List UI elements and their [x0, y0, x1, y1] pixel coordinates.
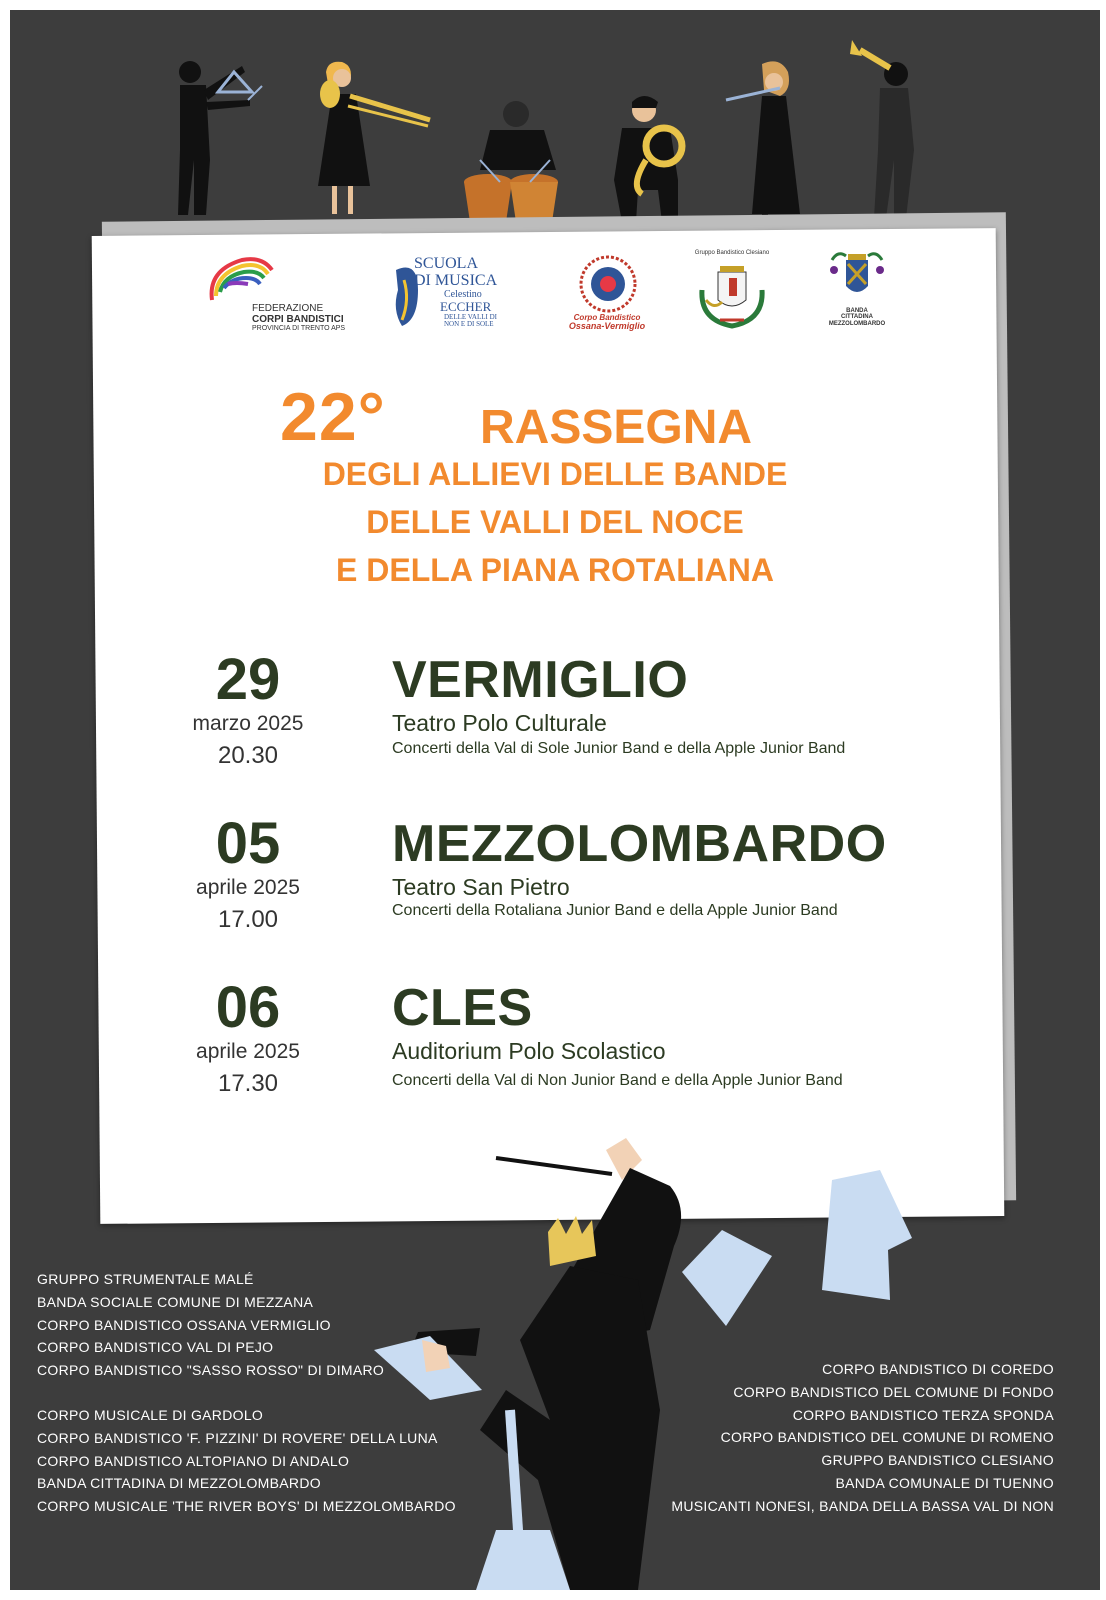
event-city: VERMIGLIO: [392, 651, 689, 709]
bands-left-bottom: [37, 1404, 456, 1518]
band-name: CORPO BANDISTICO DEL COMUNE DI FONDO: [733, 1383, 1054, 1400]
event-title: RASSEGNA: [480, 401, 753, 454]
band-name: GRUPPO BANDISTICO CLESIANO: [821, 1452, 1054, 1469]
clesiano-logo-arc-text: Gruppo Bandistico Clesiano: [694, 250, 770, 256]
event-venue: Teatro San Pietro: [392, 874, 570, 900]
band-name: CORPO MUSICALE DI GARDOLO: [37, 1407, 264, 1423]
band-name: CORPO BANDISTICO VAL DI PEJO: [37, 1339, 274, 1356]
bands-right: [671, 1358, 1054, 1518]
band-name: CORPO MUSICALE 'THE RIVER BOYS' DI MEZZOLOMBARDO: [37, 1498, 456, 1515]
band-name: BANDA COMUNALE DI TUENNO: [835, 1474, 1054, 1491]
event-month: aprile 2025: [196, 876, 300, 899]
event-description: Concerti della Val di Sole Junior Band e della Apple Junior Band: [392, 740, 846, 757]
event-day: 29: [215, 647, 281, 712]
band-name: CORPO BANDISTICO OSSANA VERMIGLIO: [37, 1316, 331, 1333]
event-day: 06: [215, 975, 281, 1040]
subtitle-line-3: E DELLA PIANA ROTALIANA: [336, 552, 774, 588]
subtitle-line-2: DELLE VALLI DEL NOCE: [366, 504, 744, 540]
band-name: CORPO BANDISTICO DEL COMUNE DI ROMENO: [720, 1429, 1054, 1446]
band-name: CORPO BANDISTICO 'F. PIZZINI' DI ROVERE' DELLA LUNA: [37, 1429, 438, 1446]
event-venue: Auditorium Polo Scolastico: [392, 1038, 666, 1064]
band-name: CORPO BANDISTICO DI COREDO: [822, 1361, 1054, 1377]
ossana-vermiglio-logo-caption: Corpo Bandistico Ossana-Vermiglio: [568, 313, 646, 332]
scuola-musica-logo-caption: SCUOLA DI MUSICA Celestino ECCHER DELLE VALLI DI NON E DI SOLE: [414, 255, 498, 329]
band-name: CORPO BANDISTICO "SASSO ROSSO" DI DIMARO: [37, 1362, 385, 1379]
band-name: MUSICANTI NONESI, BANDA DELLA BASSA VAL DI NON: [671, 1497, 1054, 1514]
event-city: CLES: [392, 979, 533, 1037]
edition-number: 22°: [280, 379, 386, 455]
event-description: Concerti della Val di Non Junior Band e della Apple Junior Band: [392, 1072, 843, 1089]
band-name: CORPO BANDISTICO ALTOPIANO DI ANDALO: [37, 1452, 350, 1469]
subtitle-line-1: DEGLI ALLIEVI DELLE BANDE: [322, 456, 788, 492]
event-month: aprile 2025: [196, 1040, 300, 1063]
band-name: GRUPPO STRUMENTALE MALÉ: [37, 1271, 254, 1287]
event-city: MEZZOLOMBARDO: [392, 815, 887, 873]
band-name: BANDA CITTADINA DI MEZZOLOMBARDO: [37, 1475, 321, 1492]
event-description: Concerti della Rotaliana Junior Band e della Apple Junior Band: [392, 902, 838, 919]
poster: [10, 10, 1100, 1590]
band-name: CORPO BANDISTICO TERZA SPONDA: [792, 1406, 1054, 1423]
event-venue: Teatro Polo Culturale: [392, 710, 607, 736]
event-time: 17.30: [217, 1070, 279, 1097]
federazione-logo-caption: FEDERAZIONE CORPI BANDISTICI PROVINCIA DI TRENTO APS: [252, 303, 346, 332]
event-day: 05: [215, 811, 281, 876]
band-name: BANDA SOCIALE COMUNE DI MEZZANA: [37, 1293, 314, 1310]
bands-left-top: [37, 1268, 384, 1382]
event-time: 17.00: [217, 906, 279, 933]
mezzolombardo-logo-caption: BANDA CITTADINA MEZZOLOMBARDO: [828, 308, 886, 327]
event-month: marzo 2025: [192, 712, 304, 735]
event-time: 20.30: [217, 742, 279, 769]
